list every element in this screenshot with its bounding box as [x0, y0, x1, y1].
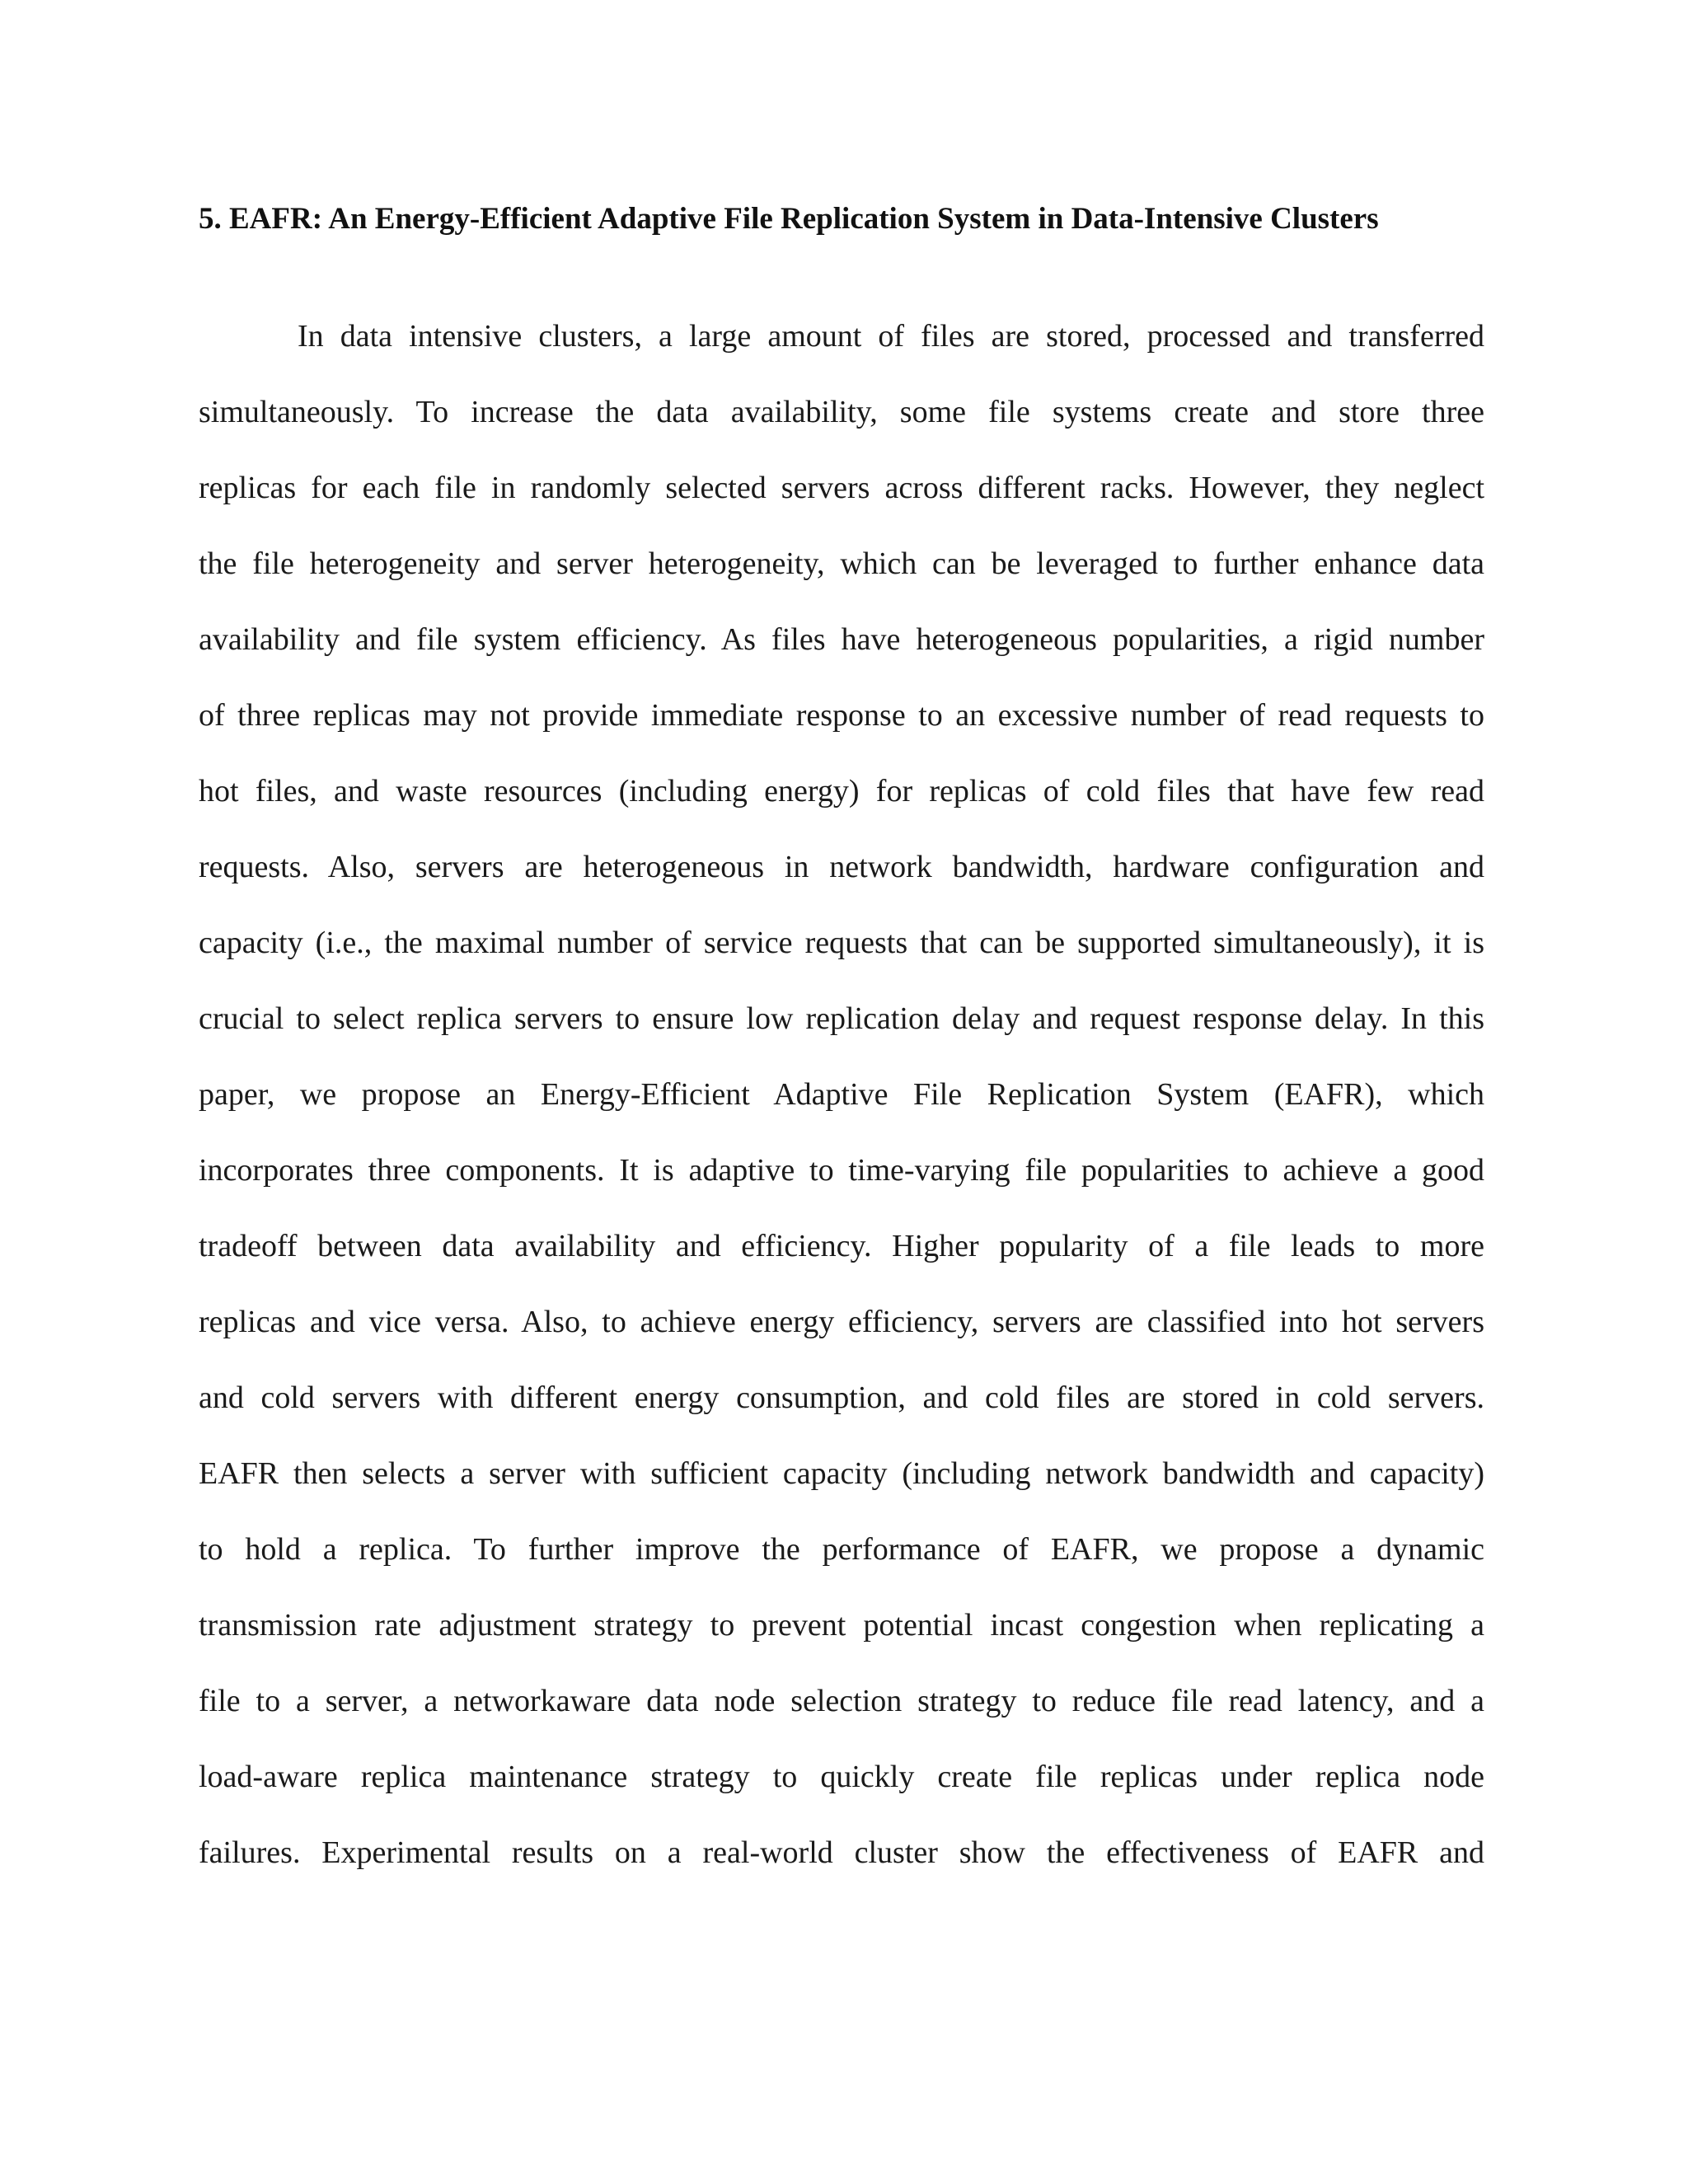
paragraph-line: simultaneously. To increase the data availability, some file systems create and store three [199, 395, 1484, 429]
paragraph-line: In data intensive clusters, a large amount of files are stored, processed and transferred [298, 319, 1484, 354]
paragraph-line: EAFR then selects a server with sufficient capacity (including network bandwidth and capacity) [199, 1456, 1484, 1491]
paragraph-line: crucial to select replica servers to ensure low replication delay and request response delay. In this [199, 1001, 1484, 1036]
paragraph-line: transmission rate adjustment strategy to prevent potential incast congestion when replicating a [199, 1608, 1484, 1643]
paragraph-line: requests. Also, servers are heterogeneous in network bandwidth, hardware configuration and [199, 850, 1484, 884]
section-heading: 5. EAFR: An Energy-Efficient Adaptive File Replication System in Data-Intensive Clusters [199, 202, 1379, 236]
paragraph-line: tradeoff between data availability and efficiency. Higher popularity of a file leads to more [199, 1229, 1484, 1263]
paragraph-line: hot files, and waste resources (including energy) for replicas of cold files that have few read [199, 774, 1484, 808]
paragraph-line: the file heterogeneity and server heterogeneity, which can be leveraged to further enhance data [199, 546, 1484, 581]
paragraph-line: capacity (i.e., the maximal number of service requests that can be supported simultaneously), it is [199, 926, 1484, 960]
paragraph-line: paper, we propose an Energy-Efficient Adaptive File Replication System (EAFR), which [199, 1077, 1484, 1112]
paragraph-line: file to a server, a networkaware data node selection strategy to reduce file read latency, and a [199, 1684, 1484, 1718]
paragraph-line: load-aware replica maintenance strategy to quickly create file replicas under replica node [199, 1760, 1484, 1794]
paragraph-line: failures. Experimental results on a real-world cluster show the effectiveness of EAFR and [199, 1835, 1484, 1870]
paragraph-line: replicas for each file in randomly selected servers across different racks. However, they neglect [199, 471, 1484, 505]
paragraph-line: incorporates three components. It is adaptive to time-varying file popularities to achieve a good [199, 1153, 1484, 1188]
paragraph-line: replicas and vice versa. Also, to achieve energy efficiency, servers are classified into hot servers [199, 1305, 1484, 1339]
paragraph-line: of three replicas may not provide immediate response to an excessive number of read requests to [199, 698, 1484, 733]
paragraph-line: and cold servers with different energy consumption, and cold files are stored in cold servers. [199, 1380, 1484, 1415]
paragraph-line: availability and file system efficiency. As files have heterogeneous popularities, a rigid number [199, 622, 1484, 657]
paragraph-line: to hold a replica. To further improve the performance of EAFR, we propose a dynamic [199, 1532, 1484, 1567]
body-paragraph [199, 298, 1484, 1891]
